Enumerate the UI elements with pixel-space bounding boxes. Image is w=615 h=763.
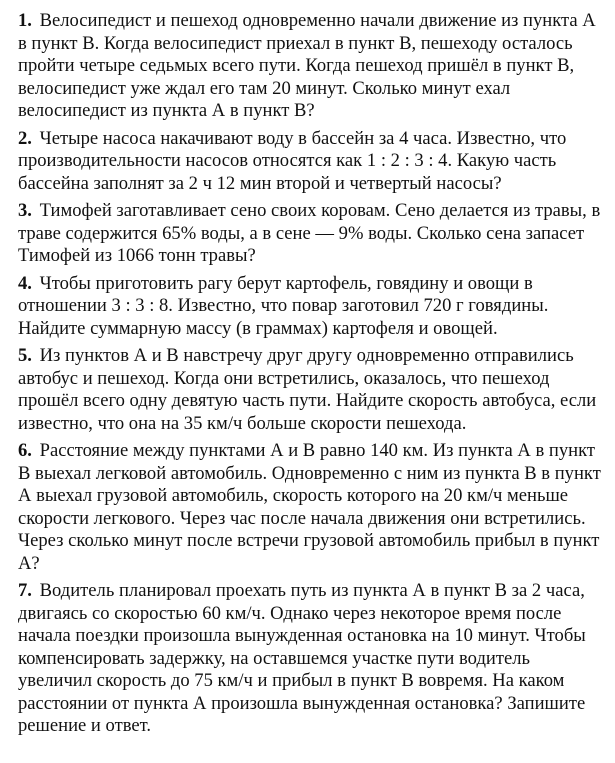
problem-3 bbox=[18, 200, 605, 268]
problem-5 bbox=[18, 345, 605, 435]
problem-text: Расстояние между пунктами А и В равно 140 км. Из пункта А в пункт В выехал легковой автомобиль. Одновременно с ним из пункта В в пункт А выехал грузовой автомобиль, скорость которого на 20 км/ч меньше скорости легкового. Через час после начала движения они встретились. Через сколько минут после встречи грузовой автомобиль прибыл в пункт А? bbox=[18, 440, 601, 574]
problem-number: 1. bbox=[18, 10, 32, 31]
problem-7 bbox=[18, 580, 605, 738]
problem-text: Из пунктов А и В навстречу друг другу одновременно отправились автобус и пешеход. Когда они встретились, оказалось, что пешеход прошёл всего одну девятую часть пути. Найдите скорость автобуса, если известно, что она на 35 км/ч больше скорости пешехода. bbox=[18, 345, 597, 434]
problem-4 bbox=[18, 273, 605, 341]
problem-number: 3. bbox=[18, 200, 32, 221]
problem-text: Чтобы приготовить рагу берут картофель, говядину и овощи в отношении 3 : 3 : 8. Известно, что повар заготовил 720 г говядины. Найдите суммарную массу (в граммах) картофеля и овощей. bbox=[18, 272, 549, 339]
problem-text: Тимофей заготавливает сено своих коровам. Сено делается из травы, в траве содержится 65% воды, а в сене — 9% воды. Сколько сена запасет Тимофей из 1066 тонн травы? bbox=[18, 200, 601, 266]
problem-1 bbox=[18, 10, 605, 123]
problem-number: 6. bbox=[18, 440, 32, 461]
problem-number: 5. bbox=[18, 345, 32, 366]
problem-text: Велосипедист и пешеход одновременно начали движение из пункта А в пункт В. Когда велосипедист приехал в пункт В, пешеходу осталось пройти четыре седьмых всего пути. Когда пешеход пришёл в пункт В, велосипедист уже ждал его там 20 минут. Сколько минут ехал велосипедист из пункта А в пункт В? bbox=[18, 10, 596, 121]
problem-number: 4. bbox=[18, 272, 32, 294]
problem-2 bbox=[18, 128, 605, 196]
problem-number: 2. bbox=[18, 127, 32, 149]
problem-text: Водитель планировал проехать путь из пункта А в пункт В за 2 часа, двигаясь со скоростью 60 км/ч. Однако через некоторое время после начала поездки произошла вынужденная остановка на 10 минут. Чтобы компенсировать задержку, на оставшемся участке пути водитель увеличил скорость до 75 км/ч и прибыл в пункт В вовремя. На каком расстоянии от пункта А произошла вынужденная остановка? Запишите решение и ответ. bbox=[18, 580, 586, 736]
problem-number: 7. bbox=[18, 580, 32, 601]
problem-6 bbox=[18, 440, 605, 575]
problem-text: Четыре насоса накачивают воду в бассейн за 4 часа. Известно, что производительности насосов относятся как 1 : 2 : 3 : 4. Какую часть бассейна заполнят за 2 ч 12 мин второй и четвертый насосы? bbox=[18, 127, 567, 194]
